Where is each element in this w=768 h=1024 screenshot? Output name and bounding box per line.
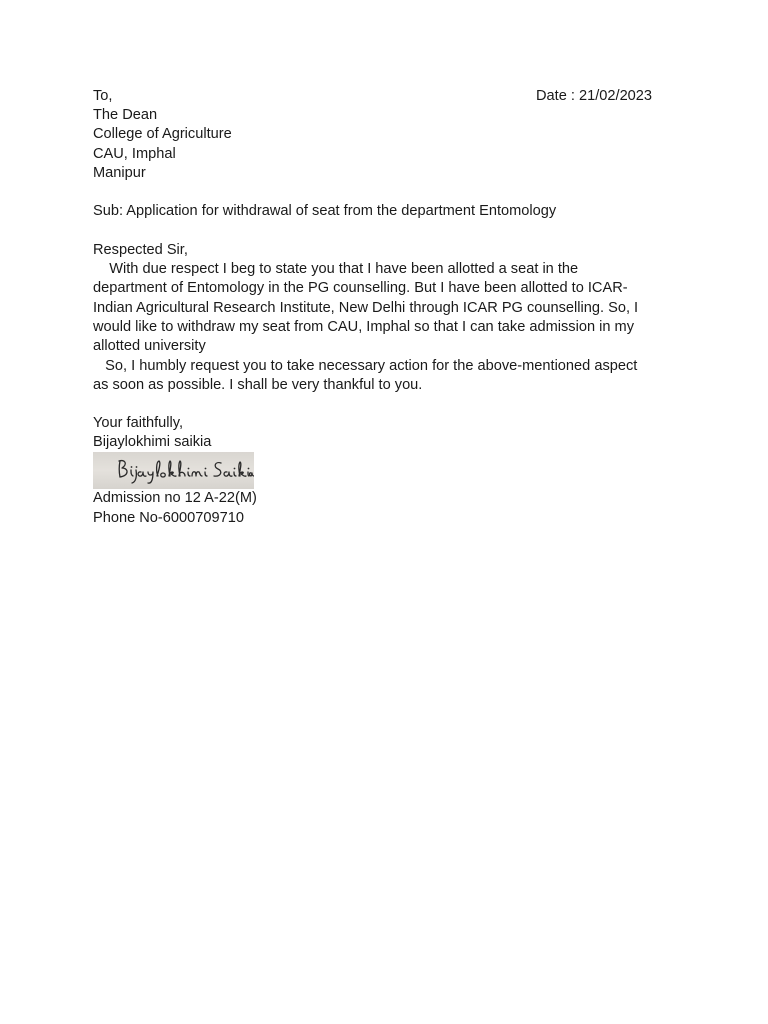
salutation: Respected Sir, bbox=[93, 242, 188, 258]
body-line: allotted university bbox=[93, 338, 206, 354]
body-line: With due respect I beg to state you that I have been allotted a seat in the bbox=[93, 261, 579, 277]
closing: Your faithfully, bbox=[93, 415, 184, 431]
body-line: Indian Agricultural Research Institute, New Delhi through ICAR PG counselling. So, I bbox=[93, 300, 639, 316]
recipient-line: Manipur bbox=[93, 165, 146, 181]
phone-number: Phone No-6000709710 bbox=[93, 510, 244, 526]
to-label: To, bbox=[93, 88, 113, 104]
body-line: would like to withdraw my seat from CAU, Imphal so that I can take admission in my bbox=[93, 319, 634, 335]
subject-line: Sub: Application for withdrawal of seat from the department Entomology bbox=[93, 203, 557, 219]
body-line: So, I humbly request you to take necessary action for the above-mentioned aspect bbox=[93, 358, 638, 374]
recipient-line: College of Agriculture bbox=[93, 126, 232, 142]
sender-name: Bijaylokhimi saikia bbox=[93, 434, 212, 450]
signature-image bbox=[93, 452, 254, 489]
recipient-line: CAU, Imphal bbox=[93, 146, 176, 162]
body-line: department of Entomology in the PG counselling. But I have been allotted to ICAR- bbox=[93, 280, 628, 296]
recipient-line: The Dean bbox=[93, 107, 158, 123]
letter-date: Date : 21/02/2023 bbox=[536, 88, 653, 104]
body-line: as soon as possible. I shall be very thankful to you. bbox=[93, 377, 423, 393]
admission-number: Admission no 12 A-22(M) bbox=[93, 490, 257, 506]
